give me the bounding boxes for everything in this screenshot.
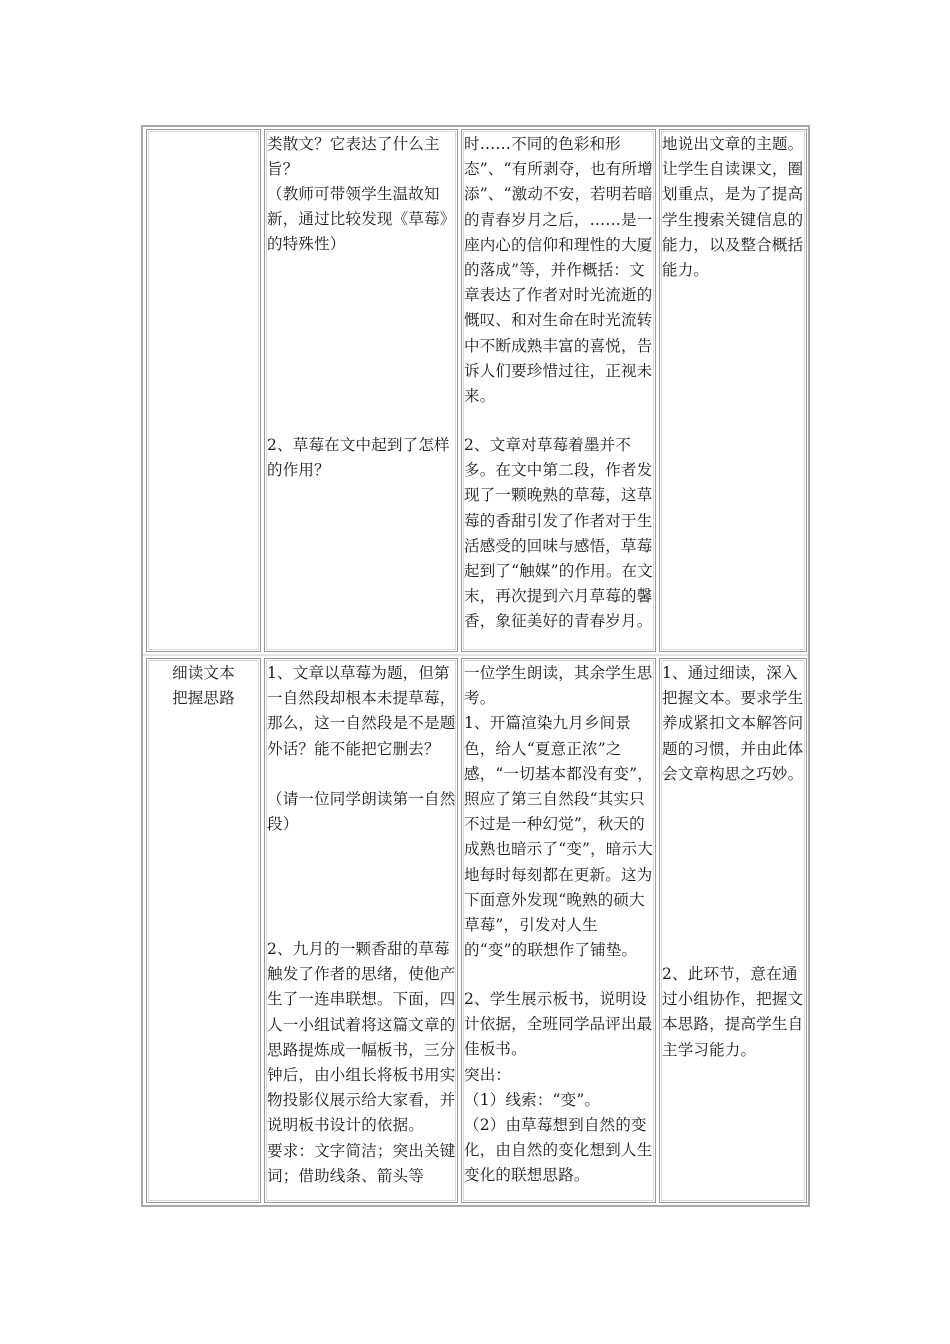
stage-cell xyxy=(146,129,261,652)
stage-label: 细读文本 把握思路 xyxy=(172,664,235,708)
table-row xyxy=(143,656,808,1205)
intent-text: 地说出文章的主题。让学生自读课文，圈划重点，是为了提高学生搜索关键信息的能力，以及整合概括能力。 xyxy=(662,135,804,280)
answer-text: 2、学生展示板书，说明设计依据，全班同学品评出最佳板书。 突出： （1）线索：“变”。 （2）由草莓想到自然的变化，由自然的变化想到人生变化的联想思路。 xyxy=(464,990,653,1185)
question-text: 2、九月的一颗香甜的草莓触发了作者的思绪，使他产生了一连串联想。下面，四人一小组试着将这篇文章的思路提炼成一幅板书，三分钟后，由小组长将板书用实物投影仪展示给大家看，并说明板书设计的依据。 要求：文字简洁；突出关键词；借助线条、箭头等 xyxy=(267,940,456,1185)
table-row xyxy=(143,127,808,654)
student-activity-cell xyxy=(461,129,656,652)
intent-text: 2、此环节，意在通过小组协作，把握文本思路，提高学生自主学习能力。 xyxy=(662,965,804,1059)
question-text: 2、草莓在文中起到了怎样的作用？ xyxy=(267,436,450,480)
answer-text: 一位学生朗读，其余学生思考。 1、开篇渲染九月乡间景色，给人“夏意正浓”之感，“一切基本都没有变”，照应了第三自然段“其实只不过是一种幻觉”，秋天的成熟也暗示了“变”，暗示大地每时每刻都在更新。这为下面意外发现“晚熟的硕大草莓”，引发对人生的“变”的联想作了铺垫。 xyxy=(464,664,653,960)
teacher-activity-cell xyxy=(264,658,458,1203)
lesson-plan-table xyxy=(141,125,810,1207)
teacher-activity-cell xyxy=(264,129,458,652)
question-text: 类散文？它表达了什么主旨？ xyxy=(267,135,440,179)
answer-text: 时……不同的色彩和形态”、“有所剥夺，也有所增添”、“激动不安，若明若暗的青春岁月之后，……是一座内心的信仰和理性的大厦的落成”等，并作概括：文章表达了作者对时光流逝的慨叹、和对生命在时光流转中不断成熟丰富的喜悦，告诉人们要珍惜过往，正视未来。 xyxy=(464,135,653,406)
stage-cell xyxy=(146,658,261,1203)
question-text: 1、文章以草莓为题，但第一自然段却根本未提草莓，那么，这一自然段是不是题外话？能不能把它删去？ xyxy=(267,664,456,758)
question-hint: （请一位同学朗读第一自然段） xyxy=(267,790,456,834)
question-hint: （教师可带领学生温故知新，通过比较发现《草莓》的特殊性） xyxy=(267,185,456,254)
design-intent-cell xyxy=(659,658,807,1203)
design-intent-cell xyxy=(659,129,807,652)
student-activity-cell xyxy=(461,658,656,1203)
answer-text: 2、文章对草莓着墨并不多。在文中第二段，作者发现了一颗晚熟的草莓，这草莓的香甜引发了作者对于生活感受的回味与感悟，草莓起到了“触媒”的作用。在文末，再次提到六月草莓的馨香，象征美好的青春岁月。 xyxy=(464,436,653,631)
intent-text: 1、通过细读，深入把握文本。要求学生养成紧扣文本解答问题的习惯，并由此体会文章构思之巧妙。 xyxy=(662,664,804,783)
